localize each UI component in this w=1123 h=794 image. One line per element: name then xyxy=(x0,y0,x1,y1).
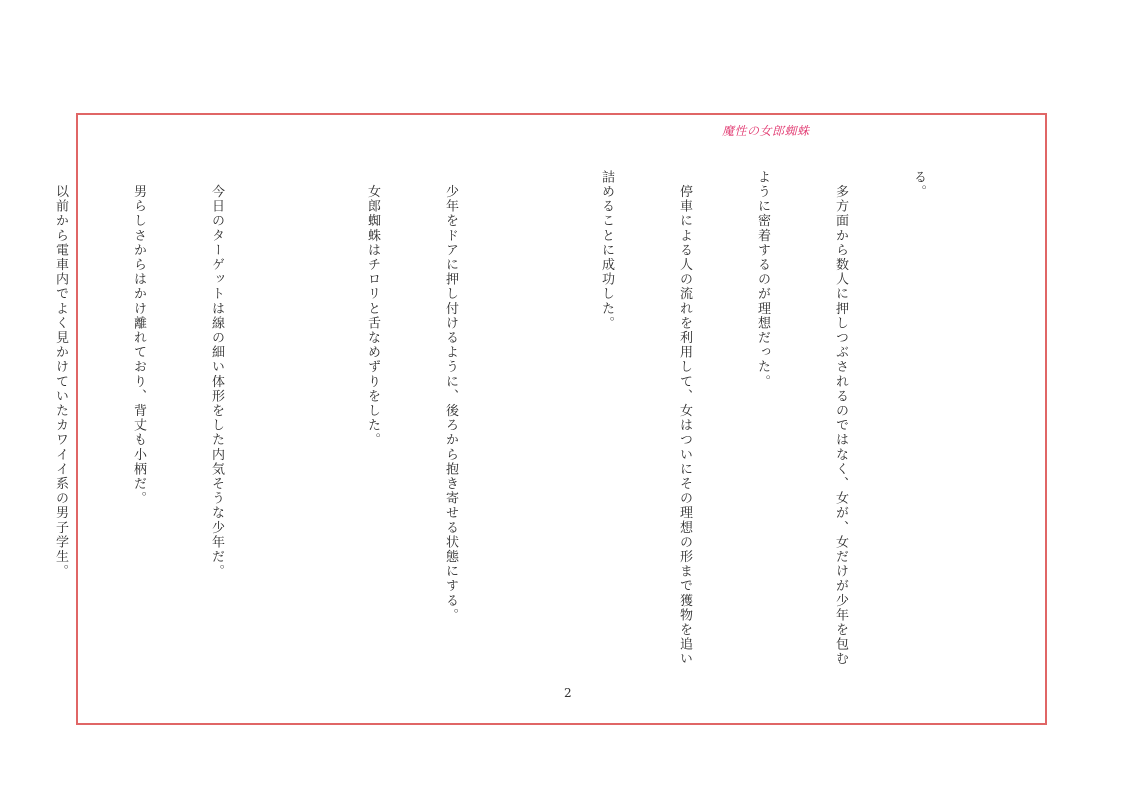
text-line: ように密着するのが理想だった。 xyxy=(755,170,770,389)
text-line: 今日のターゲットは線の細い体形をした内気そうな少年だ。 xyxy=(209,170,224,579)
running-header-title: 魔性の女郎蜘蛛 xyxy=(722,124,810,138)
text-line: 詰めることに成功した。 xyxy=(599,170,614,331)
text-line: 多方面から数人に押しつぶされるのではなく、女が、女だけが少年を包む xyxy=(833,170,848,667)
text-line: る。 xyxy=(911,170,926,200)
blank-line xyxy=(281,170,307,690)
text-line: 停車による人の流れを利用して、女はついにその理想の形まで獲物を追い xyxy=(677,170,692,667)
vertical-body-text xyxy=(0,170,983,690)
blank-line xyxy=(515,170,541,690)
text-line: 以前から電車内でよく見かけていたカワイイ系の男子学生。 xyxy=(53,170,68,579)
text-line: 少年をドアに押し付けるように、後ろから抱き寄せる状態にする。 xyxy=(443,170,458,623)
page-number: 2 xyxy=(564,686,572,700)
text-line: 女郎蜘蛛はチロリと舌なめずりをした。 xyxy=(365,170,380,448)
text-line: 男らしさからはかけ離れており、背丈も小柄だ。 xyxy=(131,170,146,506)
